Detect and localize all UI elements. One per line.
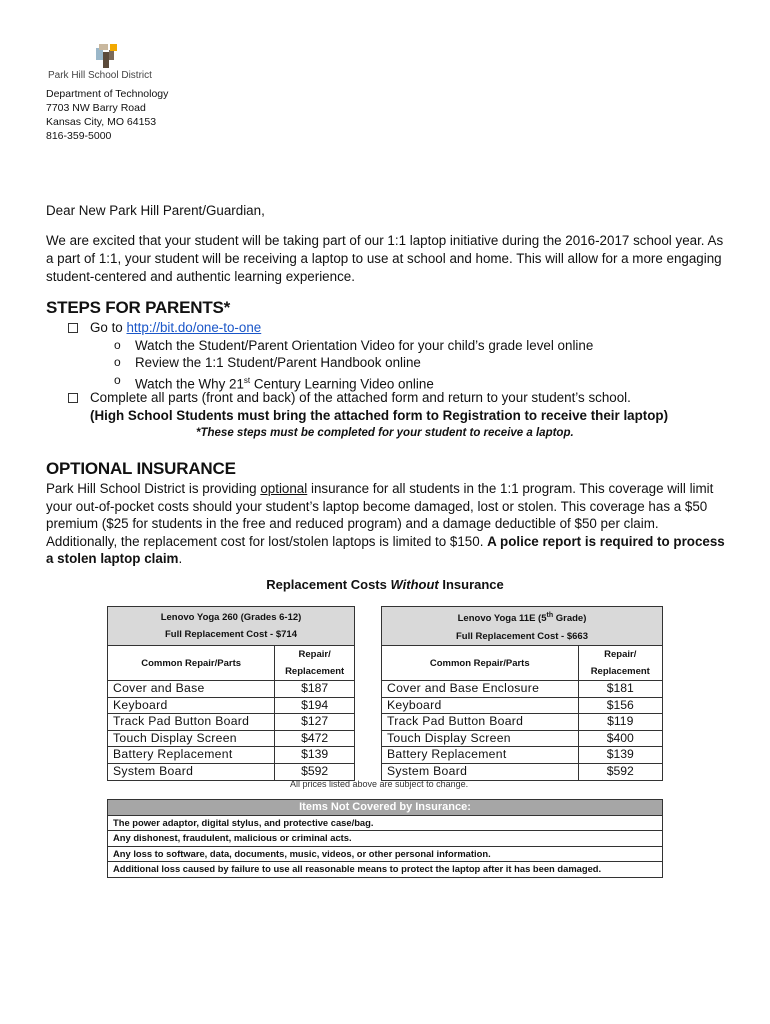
- one-to-one-link[interactable]: http://bit.do/one-to-one: [126, 320, 262, 335]
- bullet-icon: o: [114, 337, 121, 352]
- street: 7703 NW Barry Road: [46, 102, 146, 114]
- sub-step-text: Watch the Student/Parent Orientation Video for your child’s grade level online: [135, 337, 594, 353]
- insurance-heading: OPTIONAL INSURANCE: [46, 459, 236, 478]
- step-complete-text: Complete all parts (front and back) of the attached form and return to your student’s school.: [90, 390, 631, 406]
- steps-heading-wrap: [46, 298, 230, 318]
- col-header: Common Repair/Parts: [108, 646, 275, 681]
- steps-required-note: *These steps must be completed for your student to receive a laptop.: [196, 426, 574, 439]
- insurance-paragraph: Park Hill School District is providing optional insurance for all students in the 1:1 program. This coverage will limit your out-of-pocket costs should your student’s laptop become damaged, lost or stolen. This coverage has a $50 premium ($25 for students in the free and reduced program) and a damage deductible of $50 per claim. Additionally, the replacement cost for lost/stolen laptops is limited to $150. A police report is required to process a stolen laptop claim.: [46, 481, 725, 567]
- table-header: Lenovo Yoga 11E (5th Grade) Full Replacement Cost - $663: [382, 607, 663, 646]
- exclusions-heading: Items Not Covered by Insurance:: [108, 800, 663, 816]
- table-row: Keyboard $194: [108, 697, 355, 714]
- cost-table-yoga-11e: [381, 606, 663, 781]
- table-row: Track Pad Button Board $119: [382, 714, 663, 731]
- exclusions-table: [107, 799, 663, 878]
- department: Department of Technology: [46, 88, 169, 100]
- step-goto: [46, 319, 736, 337]
- prices-note: All prices listed above are subject to change.: [290, 779, 469, 789]
- table-row: Cover and Base $187: [108, 681, 355, 698]
- high-school-note: (High School Students must bring the attached form to Registration to receive their laptop): [90, 407, 669, 423]
- col-header: Repair/ Replacement: [578, 646, 662, 681]
- goto-prefix: Go to: [90, 320, 127, 335]
- table-header: Lenovo Yoga 260 (Grades 6-12) Full Replacement Cost - $714: [108, 607, 355, 646]
- table-row: Any dishonest, fraudulent, malicious or criminal acts.: [108, 831, 663, 847]
- address-block: [46, 87, 168, 143]
- district-name: Park Hill School District: [48, 70, 152, 81]
- checkbox-icon: [68, 393, 78, 403]
- table-row: System Board $592: [108, 763, 355, 780]
- table-row: The power adaptor, digital stylus, and protective case/bag.: [108, 815, 663, 831]
- district-logo: [44, 44, 168, 84]
- table-row: Touch Display Screen $472: [108, 730, 355, 747]
- district-logo-mark: [96, 44, 118, 68]
- sub-step-text: Watch the Why 21st Century Learning Video online: [135, 375, 434, 392]
- sub-step: [46, 372, 736, 390]
- bullet-icon: o: [114, 372, 121, 387]
- table-row: Additional loss caused by failure to use all reasonable means to protect the laptop after it has been damaged.: [108, 862, 663, 878]
- steps-list: [46, 319, 736, 442]
- replacement-costs-title: Replacement Costs Without Insurance: [266, 577, 504, 592]
- cost-table-yoga-260: [107, 606, 355, 781]
- steps-heading: STEPS FOR PARENTS*: [46, 298, 231, 317]
- col-header: Common Repair/Parts: [382, 646, 579, 681]
- table-row: Battery Replacement $139: [108, 747, 355, 764]
- intro-paragraph: We are excited that your student will be taking part of our 1:1 laptop initiative during the 2016-2017 school year. As a part of 1:1, your student will be receiving a laptop to use at school and home. This will allow for a more engaging student-centered and authentic learning experience.: [46, 233, 724, 284]
- sub-step: [46, 337, 736, 355]
- table-row: Any loss to software, data, documents, music, videos, or other personal information.: [108, 846, 663, 862]
- sub-step: [46, 354, 736, 372]
- checkbox-icon: [68, 323, 78, 333]
- greeting: Dear New Park Hill Parent/Guardian,: [46, 203, 265, 218]
- table-row: Track Pad Button Board $127: [108, 714, 355, 731]
- table-row: Cover and Base Enclosure $181: [382, 681, 663, 698]
- table-row: Touch Display Screen $400: [382, 730, 663, 747]
- col-header: Repair/ Replacement: [275, 646, 355, 681]
- table-row: Keyboard $156: [382, 697, 663, 714]
- city-state-zip: Kansas City, MO 64153: [46, 116, 157, 128]
- insurance-heading-wrap: [46, 459, 236, 479]
- step-complete: [46, 389, 736, 407]
- phone: 816-359-5000: [46, 130, 112, 142]
- bullet-icon: o: [114, 355, 121, 370]
- sub-step-text: Review the 1:1 Student/Parent Handbook online: [135, 355, 421, 371]
- table-row: Battery Replacement $139: [382, 747, 663, 764]
- table-row: System Board $592: [382, 763, 663, 780]
